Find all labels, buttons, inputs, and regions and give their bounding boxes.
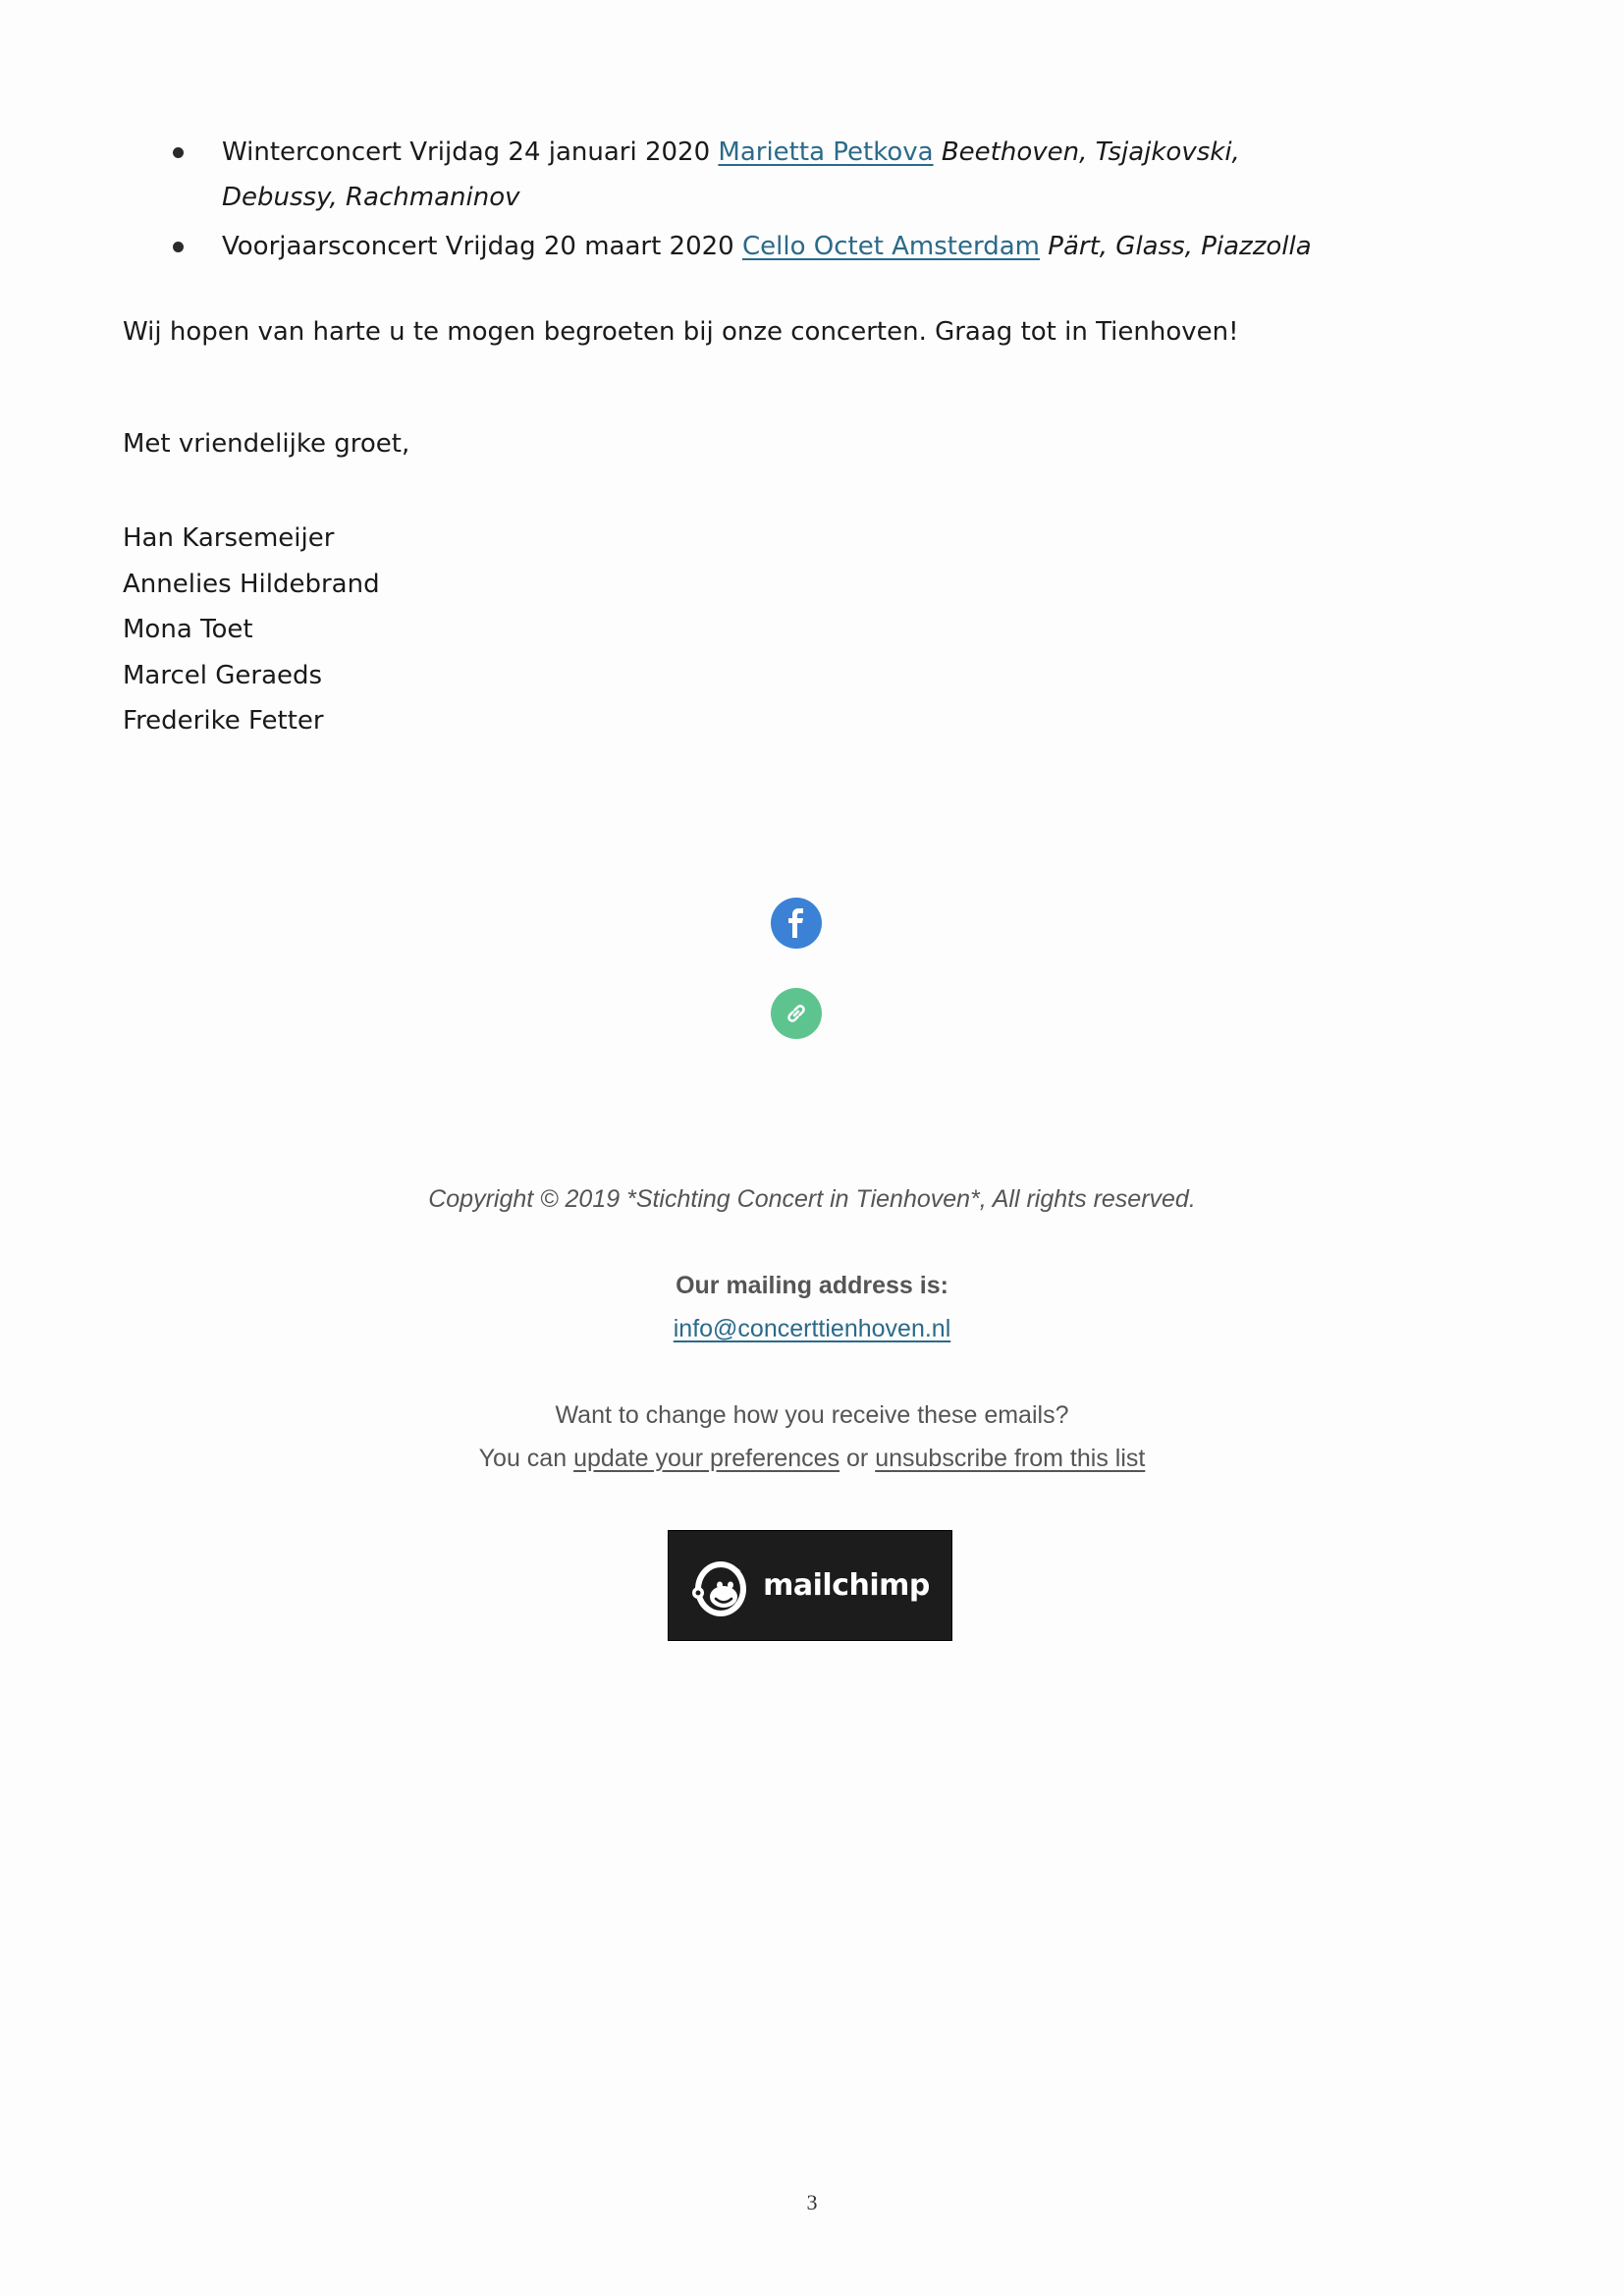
signatory-name: Frederike Fetter bbox=[123, 706, 324, 736]
email-link[interactable]: info@concerttienhoven.nl bbox=[673, 1315, 951, 1342]
website-link-button[interactable] bbox=[771, 988, 822, 1039]
performer-link-petkova[interactable]: Marietta Petkova bbox=[718, 137, 934, 167]
page-number: 3 bbox=[806, 2190, 818, 2214]
greeting: Met vriendelijke groet, bbox=[123, 429, 410, 459]
composers-line: Beethoven, Tsjajkovski, bbox=[941, 137, 1240, 167]
mailing-address-label: Our mailing address is: bbox=[676, 1272, 948, 1299]
link-icon bbox=[783, 1000, 810, 1027]
mailchimp-badge[interactable] bbox=[668, 1530, 952, 1641]
you-can-text: You can bbox=[478, 1445, 568, 1472]
signatory-name: Han Karsemeijer bbox=[123, 523, 335, 553]
closing-paragraph: Wij hopen van harte u te mogen begroeten bij onze concerten. Graag tot in Tienhoven! bbox=[123, 317, 1239, 347]
mailing-address-line bbox=[0, 1307, 1624, 1350]
composers-line-continued: Debussy, Rachmaninov bbox=[222, 183, 520, 212]
concert-title: Voorjaarsconcert Vrijdag 20 maart 2020 bbox=[222, 232, 734, 261]
signatory-name: Marcel Geraeds bbox=[123, 660, 323, 690]
composers-line: Pärt, Glass, Piazzolla bbox=[1048, 232, 1312, 261]
concert-item-winter bbox=[169, 130, 1406, 220]
facebook-button[interactable] bbox=[771, 898, 822, 949]
copyright-notice: Copyright © 2019 *Stichting Concert in Tienhoven*, All rights reserved. bbox=[428, 1185, 1196, 1213]
mailchimp-wordmark: mailchimp bbox=[763, 1568, 930, 1603]
or-text: or bbox=[846, 1445, 869, 1472]
signatory-list bbox=[123, 516, 380, 744]
concert-title: Winterconcert Vrijdag 24 januari 2020 bbox=[222, 137, 711, 167]
signatory-name: Mona Toet bbox=[123, 615, 253, 644]
signatory-name: Annelies Hildebrand bbox=[123, 569, 380, 599]
update-preferences-link[interactable]: update your preferences bbox=[573, 1445, 840, 1472]
unsubscribe-link[interactable]: unsubscribe from this list bbox=[875, 1445, 1146, 1472]
concert-list bbox=[169, 130, 1406, 273]
concert-item-spring bbox=[169, 224, 1406, 269]
performer-link-cello-octet[interactable]: Cello Octet Amsterdam bbox=[741, 232, 1040, 261]
mailchimp-freddie-icon bbox=[690, 1552, 753, 1620]
change-emails-question: Want to change how you receive these emails? bbox=[555, 1401, 1069, 1429]
preferences-line bbox=[0, 1437, 1624, 1480]
bullet-icon bbox=[173, 242, 184, 252]
bullet-icon bbox=[173, 147, 184, 158]
facebook-icon bbox=[785, 908, 807, 938]
